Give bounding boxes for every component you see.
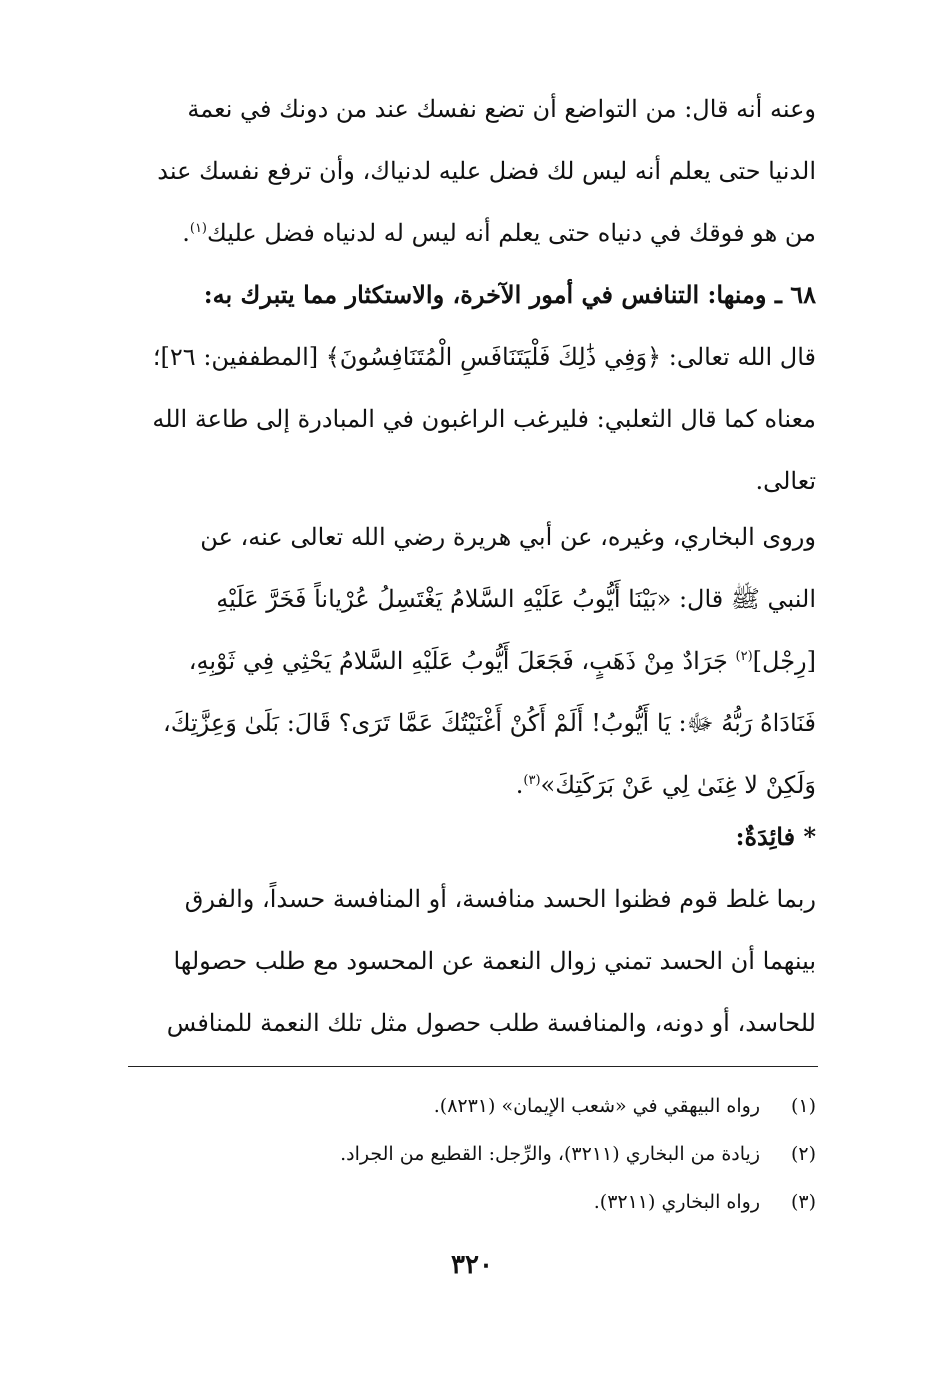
text-line: وروى البخاري، وغيره، عن أبي هريرة رضي الله تعالى عنه، عن [200, 523, 816, 551]
text-line: معناه كما قال الثعلبي: فليرغب الراغبون في المبادرة إلى طاعة الله [152, 405, 816, 433]
text-run: [رِجْل] [752, 647, 816, 675]
footnote-item [126, 1130, 816, 1178]
text-line [126, 630, 816, 692]
footnote-item [126, 1178, 816, 1226]
footnote-number: (٢) [790, 1143, 816, 1165]
benefit-heading [126, 806, 816, 868]
footnote-divider [128, 1066, 818, 1067]
footnote-ref: (١) [189, 221, 207, 236]
section-heading [126, 264, 816, 326]
text-line: وعنه أنه قال: من التواضع أن تضع نفسك عند من دونك في نعمة [187, 95, 816, 123]
footnote-number: (١) [790, 1095, 816, 1117]
text-line: النبي ﷺ قال: «بَيْنَا أَيُّوبُ عَلَيْهِ السَّلامُ يَغْتَسِلُ عُرْياناً فَخَرَّ عَلَيْهِ [216, 585, 816, 613]
heading-text: * فائِدَةٌ: [735, 822, 816, 851]
paragraph-hadith [126, 506, 816, 816]
page-number: ٣٢٠ [451, 1250, 493, 1280]
footnote-text: رواه البيهقي في «شعب الإيمان» (٨٢٣١). [433, 1095, 760, 1117]
text-line: الدنيا حتى يعلم أنه ليس لك فضل عليه لدنياك، وأن ترفع نفسك عند [157, 157, 816, 185]
text-run: جَرَادٌ مِنْ ذَهَبٍ، فَجَعَلَ أَيُّوبُ عَلَيْهِ السَّلامُ يَحْثِي فِي ثَوْبِهِ، [188, 647, 736, 675]
text-line: قال الله تعالى: ﴿وَفِي ذَٰلِكَ فَلْيَتَنَافَسِ الْمُتَنَافِسُونَ﴾ [المطففين: ٢٦]؛ [152, 343, 816, 371]
text-run: . [182, 219, 190, 247]
paragraph-humility [126, 78, 816, 264]
footnote-number: (٣) [790, 1191, 816, 1213]
text-line: ربما غلط قوم فظنوا الحسد منافسة، أو المنافسة حسداً، والفرق [184, 885, 816, 913]
paragraph-envy [126, 868, 816, 1054]
text-run: . [515, 771, 524, 799]
footnote-text: زيادة من البخاري (٣٢١١)، والرِّجل: القطيع من الجراد. [340, 1143, 760, 1165]
footnote-text: رواه البخاري (٣٢١١). [593, 1191, 760, 1213]
text-line [126, 202, 816, 264]
text-line: فَنَادَاهُ رَبُّهُ ﷻ: يَا أَيُّوبُ! أَلَمْ أَكُنْ أَغْنَيْتُكَ عَمَّا تَرَى؟ قَالَ: بَلَىٰ وَعِزَّتِكَ، [163, 709, 816, 737]
text-line: تعالى. [755, 467, 816, 495]
footnote-ref: (٣) [523, 773, 541, 788]
heading-text: ٦٨ ـ ومنها: التنافس في أمور الآخرة، والاستكثار مما يتبرك به: [203, 280, 816, 309]
text-line: للحاسد، أو دونه، والمنافسة طلب حصول مثل تلك النعمة للمنافس [166, 1009, 816, 1037]
paragraph-verse [126, 326, 816, 512]
footnotes [126, 1082, 816, 1226]
footnote-ref: (٢) [735, 649, 753, 664]
text-run: وَلَكِنْ لا غِنَىٰ لِي عَنْ بَرَكَتِكَ» [540, 771, 816, 799]
footnote-item [126, 1082, 816, 1130]
text-run: من هو فوقك في دنياه حتى يعلم أنه ليس له لدنياه فضل عليك [207, 219, 816, 247]
text-line: بينهما أن الحسد تمني زوال النعمة عن المحسود مع طلب حصولها [173, 947, 816, 975]
